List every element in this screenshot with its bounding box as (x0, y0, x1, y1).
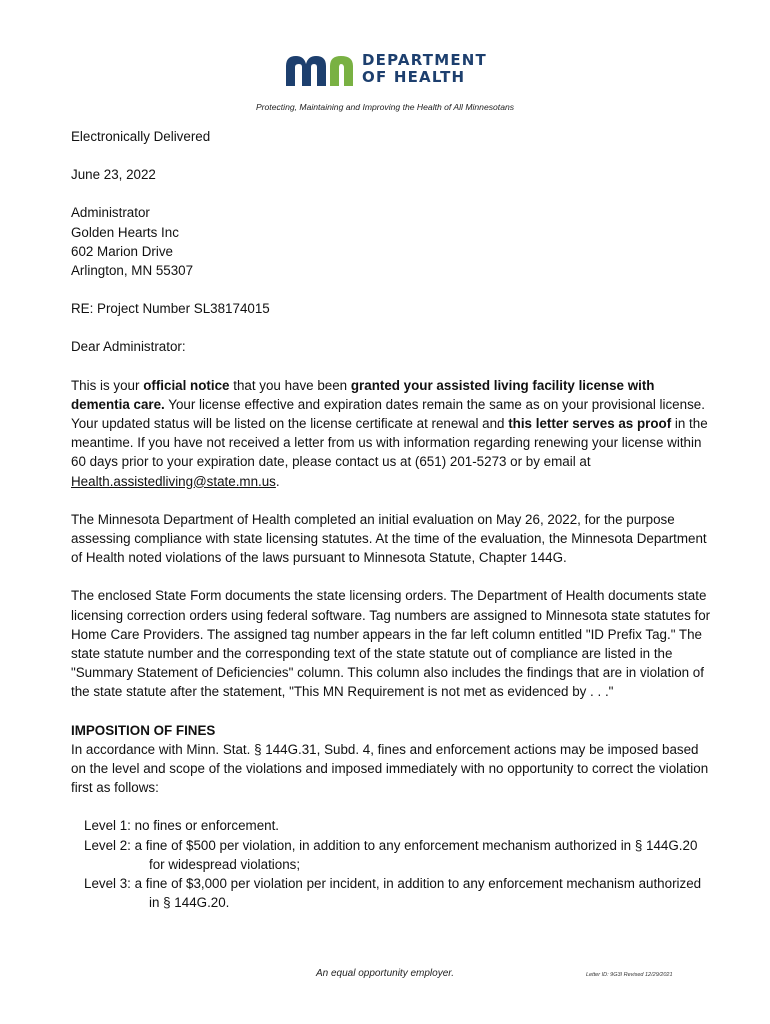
logo-wordmark (362, 52, 487, 86)
address-line: Administrator (71, 205, 150, 221)
level-text: no fines or enforcement. (130, 818, 280, 834)
text-run: that you have been (229, 377, 351, 393)
fines-intro: In accordance with Minn. Stat. § 144G.31, Subd. 4, fines and enforcement actions may be imposed based on the level and scope of the violations and imposed immediately with no opportunity to correct the violation first as follows: (71, 741, 709, 796)
fines-heading: IMPOSITION OF FINES (71, 722, 216, 738)
text-run: in the meantime. If you have not received a letter from us with information regarding renewing your license within 60 days prior to your expiration date, please contact us at (651) 201-5273 or by email at (71, 416, 708, 470)
fine-level-item (42, 836, 711, 874)
level-label: Level 3: (84, 876, 131, 892)
fine-level-item (42, 874, 711, 912)
text-run-bold: granted your assisted living facility license with dementia care. (71, 377, 655, 412)
logo-text-line2: OF HEALTH (362, 68, 466, 86)
mn-logo-icon (284, 52, 356, 88)
text-run-bold: official notice (143, 377, 230, 393)
email-link[interactable]: Health.assistedliving@state.mn.us (71, 473, 276, 489)
letter-body (71, 127, 711, 913)
paragraph-notice (71, 376, 711, 491)
footer-equal-opportunity: An equal opportunity employer. (315, 968, 455, 979)
mdh-logo (284, 52, 494, 88)
level-label: Level 1: (84, 818, 131, 834)
level-text: a fine of $3,000 per violation per incident, in addition to any enforcement mechanism authorized in § 144G.20. (130, 876, 702, 911)
address-line: Golden Hearts Inc (71, 224, 179, 240)
address-line: Arlington, MN 55307 (71, 263, 194, 279)
re-line: RE: Project Number SL38174015 (71, 301, 270, 317)
recipient-address (71, 203, 711, 280)
paragraph-evaluation: The Minnesota Department of Health completed an initial evaluation on May 26, 2022, for the purpose assessing compliance with state licensing statutes. At the time of the evaluation, the Minnesota Department of Health noted violations of the laws pursuant to Minnesota Statute, Chapter 144G. (71, 511, 707, 566)
tagline: Protecting, Maintaining and Improving the Health of All Minnesotans (255, 102, 515, 112)
footer-letter-id: Letter ID: 9G3I Revised 12/29/2021 (586, 972, 673, 978)
letter-date: June 23, 2022 (71, 167, 156, 183)
fine-level-item (42, 816, 711, 835)
address-line: 602 Marion Drive (71, 243, 173, 259)
level-label: Level 2: (84, 837, 131, 853)
fine-levels-list (71, 816, 711, 912)
text-run: Your license effective and expiration dates remain the same as on your provisional license. Your updated status will be listed on the license certificate at renewal and (71, 396, 705, 432)
level-text: a fine of $500 per violation, in addition to any enforcement mechanism authorized in § 144G.20 for widespread violations; (130, 837, 698, 872)
text-run-bold: this letter serves as proof (508, 416, 672, 432)
text-run: . (275, 473, 280, 489)
text-run: This is your (71, 377, 144, 393)
salutation: Dear Administrator: (71, 339, 186, 355)
paragraph-state-form: The enclosed State Form documents the state licensing orders. The Department of Health documents state licensing correction orders using federal software. Tag numbers are assigned to Minnesota state statutes for Home Care Providers. The assigned tag number appears in the far left column entitled "ID Prefix Tag." The state statute number and the corresponding text of the state statute out of compliance are listed in the "Summary Statement of Deficiencies" column. This column also includes the findings that are in violation of the state statute after the statement, "This MN Requirement is not met as evidenced by . . ." (71, 588, 711, 700)
delivery-method: Electronically Delivered (71, 129, 211, 144)
logo-text-line1: DEPARTMENT (362, 51, 487, 69)
